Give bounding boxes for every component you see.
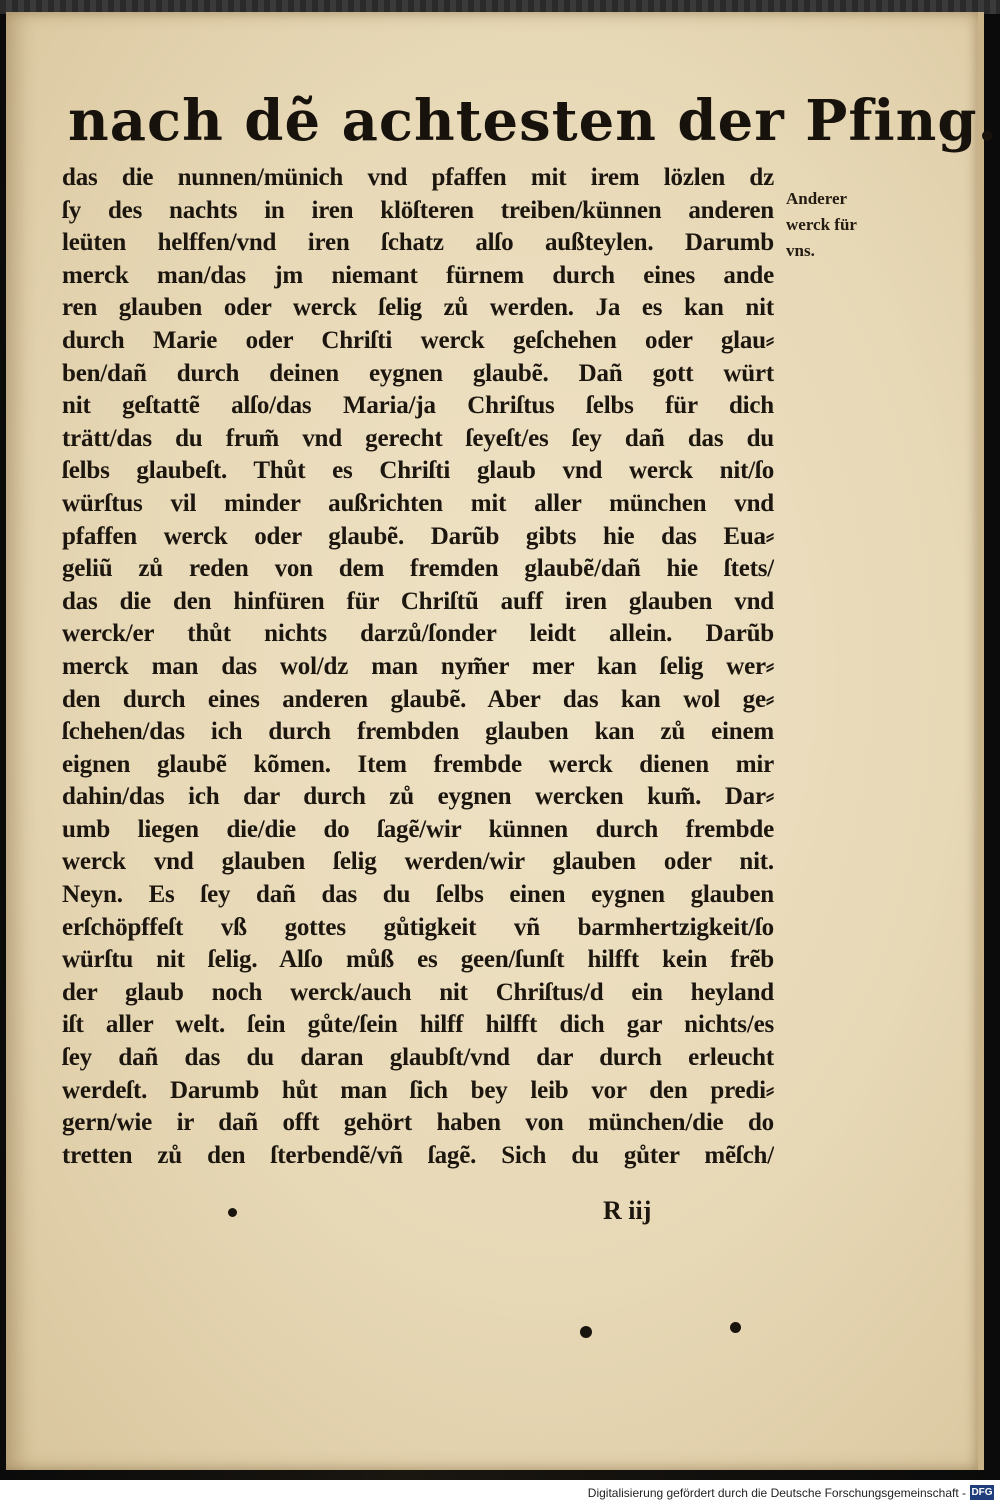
margin-note-line: vns. <box>786 241 815 260</box>
text-line: ren glauben oder werck ſelig zů werden. Ja es kan nit <box>62 294 774 322</box>
text-line: durch Marie oder Chriſti werck geſchehen oder glau⸗ <box>62 326 774 354</box>
text-line: trätt/das du frum̃ vnd gerecht ſeyeſt/es ſey dañ das du <box>62 424 774 452</box>
text-line: ben/dañ durch deinen eygnen glaubẽ. Dañ gott würt <box>62 359 774 387</box>
dfg-logo: DFG <box>971 1487 993 1498</box>
text-line: werck vnd glauben ſelig werden/wir glauben oder nit. <box>62 848 774 876</box>
margin-note <box>786 186 890 264</box>
text-line: das die den hinfüren für Chriſtũ auff iren glauben vnd <box>62 587 774 615</box>
text-line: erſchöpffeſt vß gottes gůtigkeit vñ barmhertzigkeit/ſo <box>62 913 774 941</box>
margin-note-line: werck für <box>786 215 857 234</box>
text-line: gern/wie ir dañ offt gehört haben von münchen/die do <box>62 1109 774 1137</box>
margin-note-line: Anderer <box>786 189 848 208</box>
footer-credit: Digitalisierung gefördert durch die Deutsche Forschungsgemeinschaft - <box>587 1486 966 1500</box>
text-line: umb liegen die/die do ſagẽ/wir künnen durch frembde <box>62 815 774 843</box>
text-line: ſelbs glaubeſt. Thůt es Chriſti glaub vnd werck nit/ſo <box>62 457 774 485</box>
text-line: tretten zů den ſterbendẽ/vñ ſagẽ. Sich du gůter mẽſch/ <box>62 1141 774 1169</box>
text-line: eignen glaubẽ kõmen. Item frembde werck dienen mir <box>62 750 774 778</box>
text-line: Neyn. Es ſey dañ das du ſelbs einen eygnen glauben <box>62 881 774 909</box>
page-heading: nach dẽ achtesten der Pfing. <box>68 88 999 154</box>
text-line: merck man/das jm niemant fürnem durch eines ande <box>62 261 774 289</box>
signature-mark: R iij <box>603 1196 652 1225</box>
text-line: dahin/das ich dar durch zů eygnen wercken kum̃. Dar⸗ <box>62 783 774 811</box>
body-text <box>62 162 774 1172</box>
text-line: werdeſt. Darumb hůt man ſich bey leib vor den predi⸗ <box>62 1076 774 1104</box>
text-line: merck man das wol/dz man nym̃er mer kan ſelig wer⸗ <box>62 652 774 680</box>
text-line: der glaub noch werck/auch nit Chriſtus/d ein heyland <box>62 978 774 1006</box>
text-line: würſtu nit ſelig. Alſo můß es geen/ſunſt hilfft kein frẽb <box>62 946 774 974</box>
text-line: pfaffen werck oder glaubẽ. Darũb gibts hie das Eua⸗ <box>62 522 774 550</box>
text-line: geliũ zů reden von dem fremden glaubẽ/dañ hie ſtets/ <box>62 555 774 583</box>
text-line: ſey dañ das du daran glaubſt/vnd dar durch erleucht <box>62 1044 774 1072</box>
footer-bar <box>0 1480 1000 1507</box>
text-line: würſtus vil minder außrichten mit aller münchen vnd <box>62 489 774 517</box>
text-line: nit geſtattẽ alſo/das Maria/ja Chriſtus ſelbs für dich <box>62 392 774 420</box>
text-line: leüten helffen/vnd iren ſchatz alſo außteylen. Darumb <box>62 229 774 257</box>
text-line: iſt aller welt. ſein gůte/ſein hilff hilfft dich gar nichts/es <box>62 1011 774 1039</box>
text-line: ſchehen/das ich durch frembden glauben kan zů einem <box>62 718 774 746</box>
ink-dot <box>730 1322 741 1333</box>
text-line: das die nunnen/münich vnd pfaffen mit irem lözlen dz <box>62 164 774 191</box>
ink-dot <box>228 1208 237 1217</box>
ink-dot <box>580 1326 592 1338</box>
text-line: den durch eines anderen glaubẽ. Aber das kan wol ge⸗ <box>62 685 774 713</box>
text-line: werck/er thůt nichts darzů/ſonder leidt allein. Darũb <box>62 620 774 648</box>
text-line: ſy des nachts in iren klöſteren treiben/künnen anderen <box>62 196 774 224</box>
